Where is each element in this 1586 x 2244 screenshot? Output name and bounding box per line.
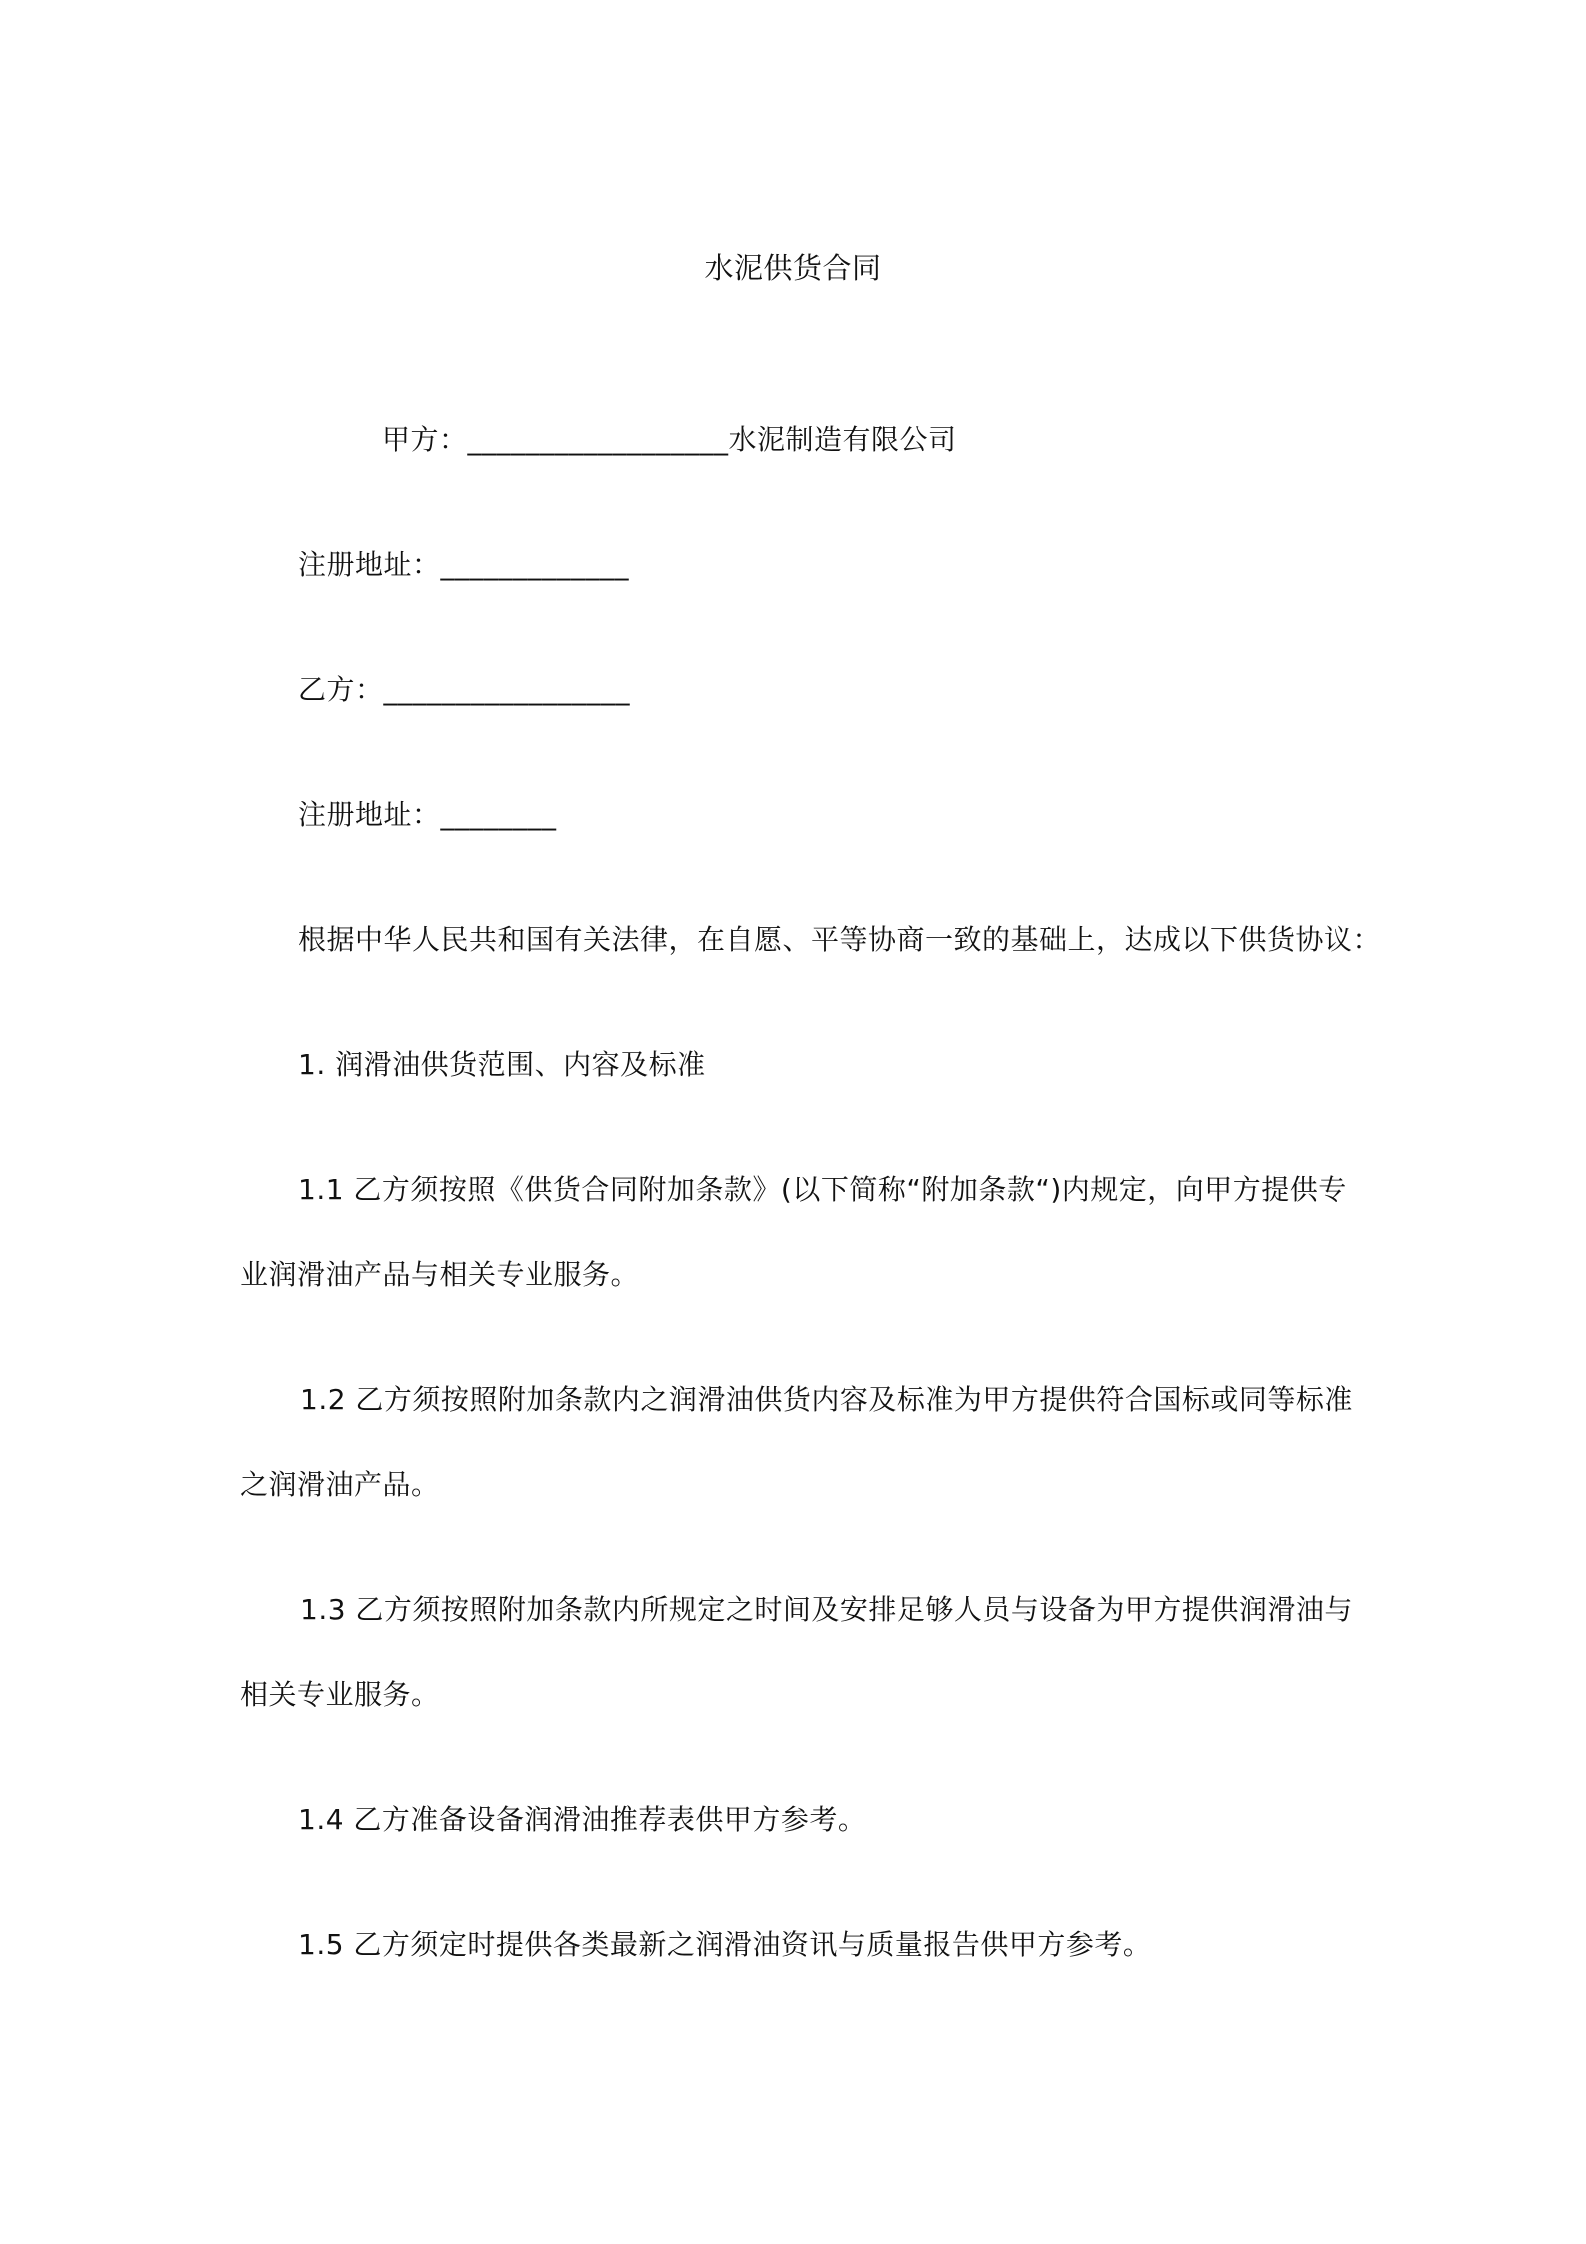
party-b-line: 乙方：_________________: [298, 673, 631, 706]
clause-1-1-line-1: 1.1 乙方须按照《供货合同附加条款》(以下简称“附加条款“)内规定，向甲方提供专: [298, 1173, 1347, 1206]
clause-1-3-line-1: 1.3 乙方须按照附加条款内所规定之时间及安排足够人员与设备为甲方提供润滑油与: [300, 1593, 1353, 1626]
clause-1-5: 1.5 乙方须定时提供各类最新之润滑油资讯与质量报告供甲方参考。: [298, 1928, 1152, 1961]
clause-1-3-line-2: 相关专业服务。: [240, 1678, 440, 1711]
clause-1-2-line-1: 1.2 乙方须按照附加条款内之润滑油供货内容及标准为甲方提供符合国标或同等标准: [300, 1383, 1353, 1416]
clause-1-4: 1.4 乙方准备设备润滑油推荐表供甲方参考。: [298, 1803, 867, 1836]
document-title: 水泥供货合同: [704, 251, 882, 285]
party-b-address-line: 注册地址：________: [298, 798, 557, 831]
clause-1-1-line-2: 业润滑油产品与相关专业服务。: [240, 1258, 640, 1291]
section-1-heading: 1. 润滑油供货范围、内容及标准: [298, 1048, 706, 1081]
clause-1-2-line-2: 之润滑油产品。: [240, 1468, 440, 1501]
party-a-line: 甲方：__________________水泥制造有限公司: [382, 423, 957, 456]
intro-paragraph: 根据中华人民共和国有关法律，在自愿、平等协商一致的基础上，达成以下供货协议：: [298, 923, 1382, 956]
party-a-address-line: 注册地址：_____________: [298, 548, 630, 581]
